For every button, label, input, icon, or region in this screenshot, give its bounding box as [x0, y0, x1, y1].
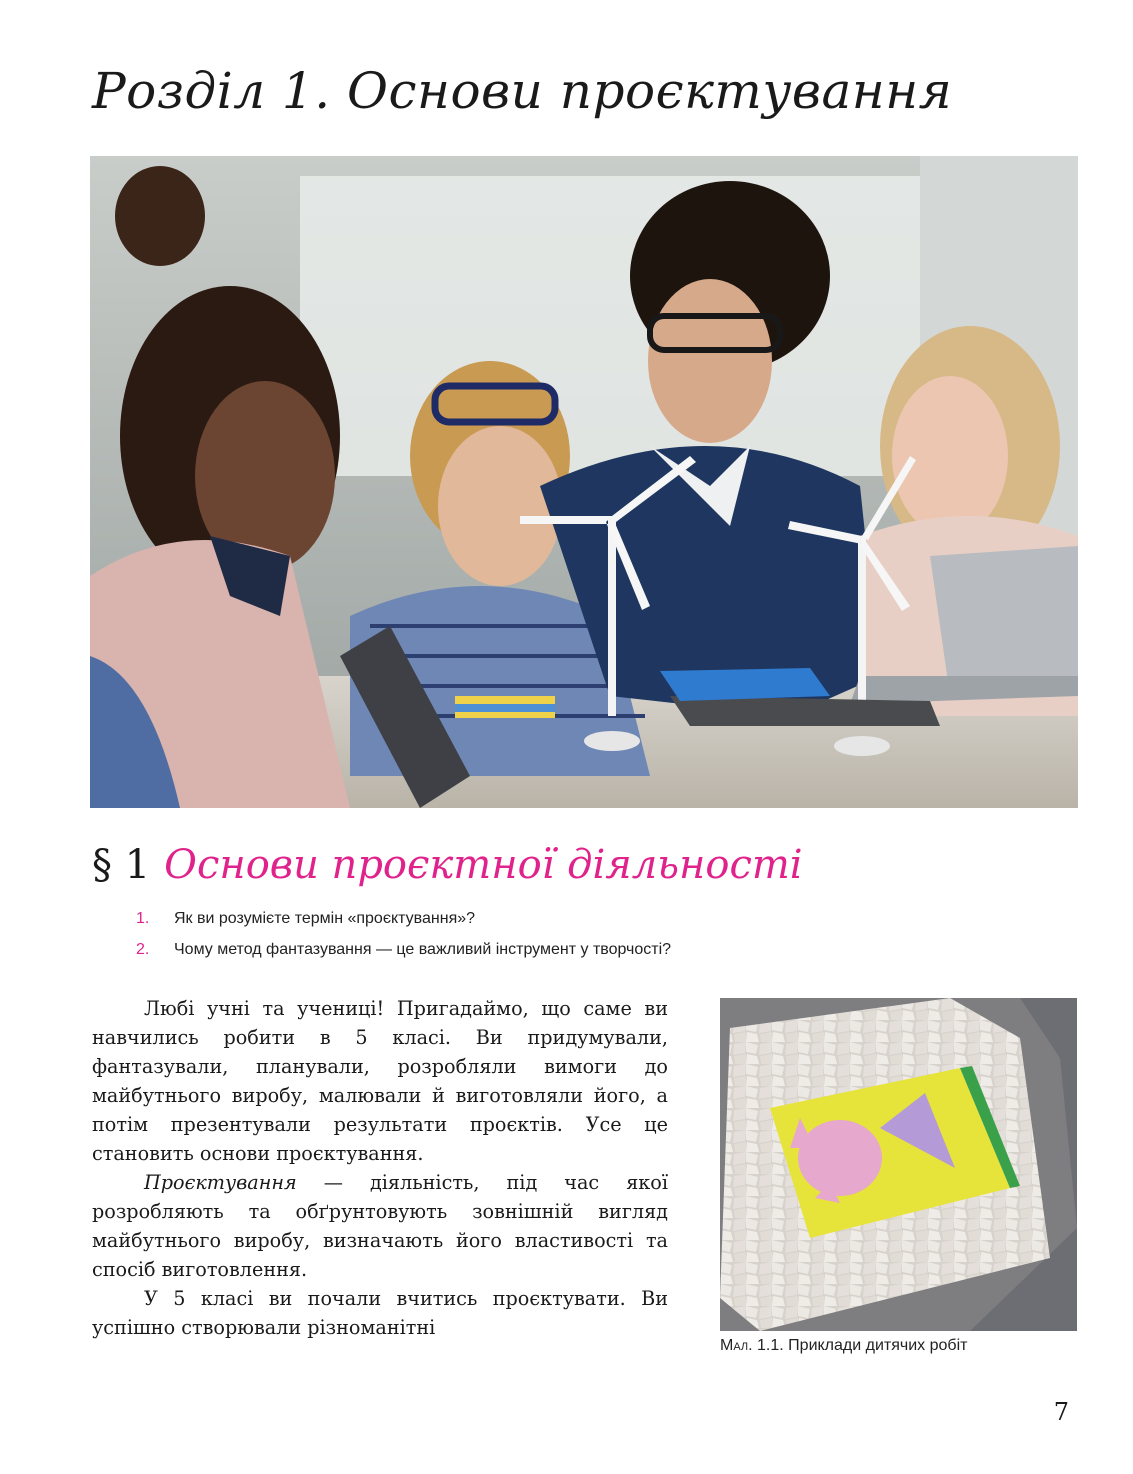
paragraph-definition: [92, 1168, 668, 1284]
paragraph-intro: Любі учні та учениці! Пригадаймо, що саме ви навчились робити в 5 класі. Ви придумували, фантазували, планували, розробляли вимоги до майбутнього виробу, малювали й виготовляли його, а потім презентували результати проєктів. Усе це становить основи проєктування.: [92, 997, 668, 1165]
chapter-title: Розділ 1. Основи проєктування: [92, 62, 953, 120]
figure-label: Мал. 1.1.: [720, 1337, 784, 1354]
paragraph-continuation: У 5 класі ви почали вчитись проєктувати. Ви успішно створювали різноманітні: [92, 1287, 668, 1339]
page-number: 7: [1053, 1398, 1069, 1426]
figure-photo-craft: [720, 998, 1077, 1331]
section-title: Основи проєктної діяльності: [164, 842, 803, 888]
figure-caption-text: Приклади дитячих робіт: [783, 1337, 968, 1354]
question-item: [136, 934, 671, 965]
question-text: Чому метод фантазування — це важливий інструмент у творчості?: [174, 941, 672, 958]
section-mark: § 1: [92, 842, 151, 888]
section-heading: [92, 842, 803, 888]
question-text: Як ви розумієте термін «проєктування»?: [174, 910, 476, 927]
body-text: [92, 994, 668, 1342]
review-questions: [136, 903, 671, 965]
figure-caption: [720, 1331, 967, 1361]
question-number: 2.: [136, 941, 150, 958]
hero-photo-classroom: [90, 156, 1078, 808]
question-number: 1.: [136, 910, 150, 927]
definition-text: — діяльність, під час якої розробляють та обґрунтовують зовнішній вигляд майбутнього виробу, визначають його властивості та спосіб виготовлення.: [92, 1171, 668, 1281]
term-design: Проєктування: [144, 1171, 297, 1194]
question-item: [136, 903, 671, 934]
